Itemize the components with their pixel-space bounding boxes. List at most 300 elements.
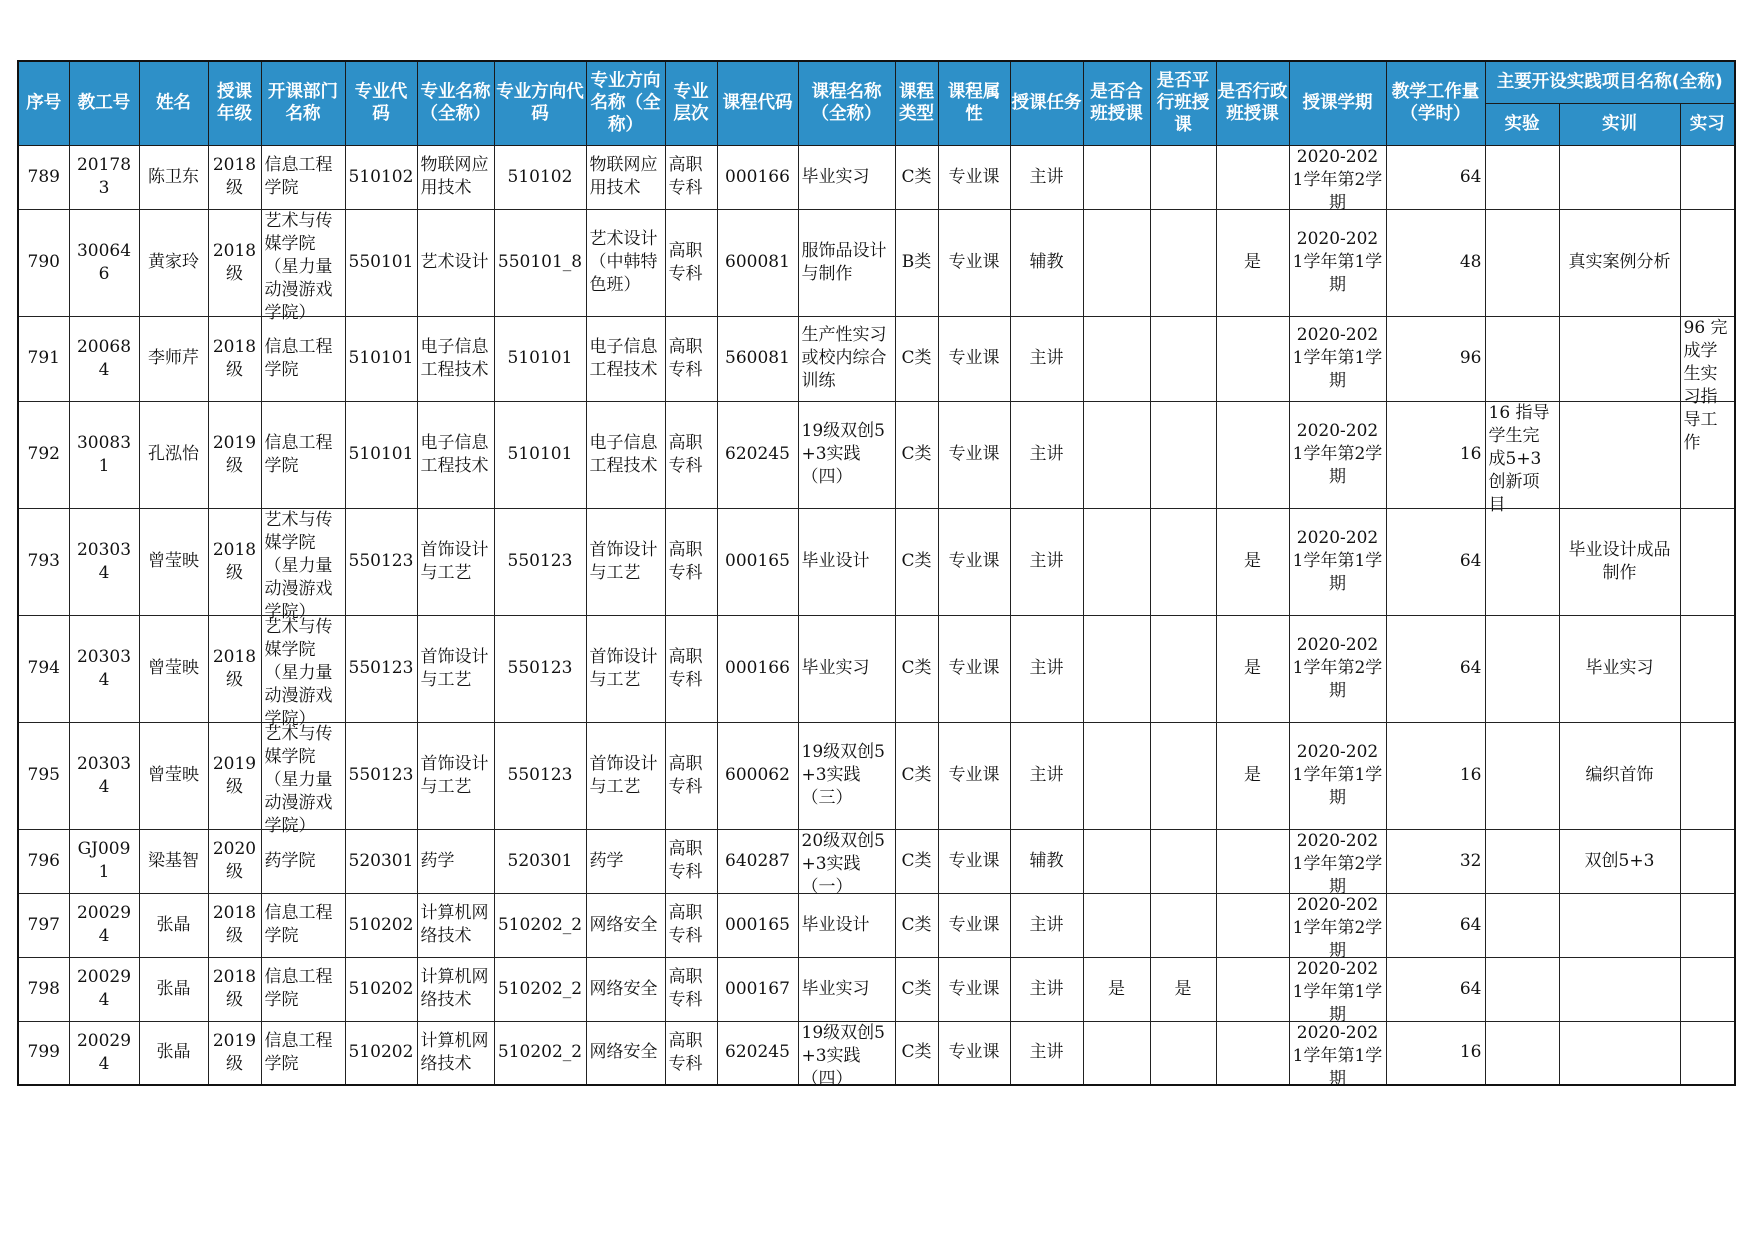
cell-course-code xyxy=(717,615,798,722)
cell-admin xyxy=(1216,145,1289,209)
cell-course-code xyxy=(717,145,798,209)
header-experiment: 实验 xyxy=(1485,103,1559,145)
cell-text: 794 xyxy=(27,658,60,678)
cell-training xyxy=(1559,209,1680,316)
cell-major-name xyxy=(417,209,494,316)
cell-major-code xyxy=(345,893,417,957)
cell-grade xyxy=(208,1021,261,1085)
cell-text: 专业课 xyxy=(948,166,1000,187)
cell-admin xyxy=(1216,1021,1289,1085)
cell-workload xyxy=(1386,893,1485,957)
table-row xyxy=(18,508,1735,615)
cell-course-attr xyxy=(938,893,1010,957)
cell-text: 高职专科 xyxy=(668,903,703,946)
cell-direction-name xyxy=(586,1021,665,1085)
cell-direction-name xyxy=(586,401,665,508)
cell-grade xyxy=(208,508,261,615)
header-seq: 序号 xyxy=(18,61,69,145)
cell-grade xyxy=(208,316,261,401)
cell-text: 主讲 xyxy=(1029,765,1064,785)
cell-text: 795 xyxy=(27,765,60,785)
cell-text: 是 xyxy=(1174,978,1192,999)
cell-direction-code xyxy=(494,209,586,316)
table-row xyxy=(18,1021,1735,1085)
header-course-attr: 课程属性 xyxy=(938,61,1010,145)
cell-text: 300646 xyxy=(76,240,132,284)
cell-staff-id xyxy=(69,145,139,209)
cell-level xyxy=(665,722,717,829)
cell-course-code xyxy=(717,893,798,957)
cell-text: 510101 xyxy=(507,444,573,464)
cell-course-code xyxy=(717,508,798,615)
cell-text: 600081 xyxy=(725,252,790,272)
cell-experiment xyxy=(1485,615,1559,722)
cell-course-code xyxy=(717,1021,798,1085)
cell-major-name xyxy=(417,1021,494,1085)
cell-text: 毕业设计 xyxy=(801,551,870,571)
cell-text: 张晶 xyxy=(156,978,191,999)
cell-internship xyxy=(1680,829,1735,893)
cell-course-name xyxy=(798,1021,895,1089)
cell-text: 2020-2021学年第1学期 xyxy=(1292,1022,1383,1089)
cell-text: 高职专科 xyxy=(668,753,703,797)
cell-text: 专业课 xyxy=(948,978,1000,999)
cell-text: 510202 xyxy=(348,1042,414,1063)
cell-parallel xyxy=(1150,957,1216,1021)
cell-text: 首饰设计与工艺 xyxy=(420,646,489,690)
cell-text: 2018级 xyxy=(212,336,257,380)
cell-text: C类 xyxy=(901,1042,932,1063)
cell-text: 编织首饰 xyxy=(1585,765,1654,785)
cell-text: 300831 xyxy=(76,432,132,476)
cell-text: 真实案例分析 xyxy=(1568,252,1671,272)
cell-workload xyxy=(1386,1021,1485,1085)
header-term: 授课学期 xyxy=(1289,61,1386,145)
cell-text: 是 xyxy=(1108,978,1125,999)
cell-term xyxy=(1289,829,1386,897)
cell-training xyxy=(1559,615,1680,722)
cell-text: 2018级 xyxy=(212,903,257,946)
cell-internship xyxy=(1680,722,1735,829)
cell-merged xyxy=(1083,829,1150,893)
cell-text: 艺术设计（中韩特色班） xyxy=(589,229,658,295)
cell-text: 640287 xyxy=(725,850,790,871)
cell-course-type xyxy=(895,145,938,209)
cell-term xyxy=(1289,316,1386,401)
header-workload: 教学工作量（学时） xyxy=(1386,61,1485,145)
cell-parallel xyxy=(1150,615,1216,722)
cell-text: C类 xyxy=(901,348,932,368)
cell-text: 梁基智 xyxy=(148,850,199,871)
cell-text: 550123 xyxy=(507,765,573,785)
cell-direction-code xyxy=(494,893,586,957)
cell-course-name xyxy=(798,401,895,508)
header-major-name: 专业名称（全称） xyxy=(417,61,494,145)
cell-name xyxy=(139,829,208,893)
cell-admin xyxy=(1216,829,1289,893)
header-staff-id: 教工号 xyxy=(69,61,139,145)
cell-major-name xyxy=(417,145,494,209)
cell-staff-id xyxy=(69,957,139,1021)
cell-merged xyxy=(1083,615,1150,722)
cell-course-name xyxy=(798,145,895,209)
cell-dept xyxy=(261,722,345,836)
cell-major-code xyxy=(345,401,417,508)
cell-text: 李师芹 xyxy=(148,348,199,368)
cell-text: 首饰设计与工艺 xyxy=(420,753,489,797)
cell-text: 艺术设计 xyxy=(420,252,489,272)
cell-text: 2020-2021学年第2学期 xyxy=(1292,635,1383,701)
cell-text: 790 xyxy=(27,252,60,272)
cell-text: 张晶 xyxy=(156,914,191,935)
cell-grade xyxy=(208,401,261,508)
cell-dept xyxy=(261,145,345,209)
cell-grade xyxy=(208,722,261,829)
cell-text: 专业课 xyxy=(948,252,1000,272)
cell-text: 药学 xyxy=(589,850,624,871)
cell-text: 2020-2021学年第1学期 xyxy=(1292,959,1383,1025)
cell-major-code xyxy=(345,209,417,316)
cell-workload xyxy=(1386,829,1485,893)
cell-staff-id xyxy=(69,316,139,401)
cell-grade xyxy=(208,145,261,209)
cell-text: 生产性实习或校内综合训练 xyxy=(801,325,887,391)
cell-seq xyxy=(18,1021,69,1085)
cell-text: 专业课 xyxy=(948,444,1000,464)
cell-workload xyxy=(1386,508,1485,615)
cell-text: 主讲 xyxy=(1029,658,1064,678)
cell-direction-code xyxy=(494,722,586,829)
cell-text: 主讲 xyxy=(1029,166,1064,187)
cell-text: 信息工程学院 xyxy=(264,1030,333,1074)
cell-text: GJ0091 xyxy=(77,839,131,882)
cell-level xyxy=(665,401,717,508)
cell-text: 16 xyxy=(1459,444,1482,464)
cell-text: 专业课 xyxy=(948,914,1000,935)
cell-task xyxy=(1010,145,1083,209)
cell-major-name xyxy=(417,508,494,615)
cell-course-type xyxy=(895,209,938,316)
cell-major-code xyxy=(345,316,417,401)
cell-training xyxy=(1559,401,1680,508)
cell-term xyxy=(1289,209,1386,316)
cell-workload xyxy=(1386,722,1485,829)
cell-task xyxy=(1010,829,1083,893)
cell-text: 000165 xyxy=(725,551,790,571)
cell-direction-name xyxy=(586,893,665,957)
cell-text: 2019级 xyxy=(212,1030,257,1074)
cell-text: 是 xyxy=(1244,765,1261,785)
cell-text: 550123 xyxy=(507,658,573,678)
cell-text: C类 xyxy=(901,551,932,571)
cell-name xyxy=(139,145,208,209)
cell-parallel xyxy=(1150,401,1216,508)
cell-text: 200294 xyxy=(76,903,132,946)
cell-experiment xyxy=(1485,401,1559,515)
cell-text: 620245 xyxy=(725,444,790,464)
cell-task xyxy=(1010,209,1083,316)
cell-dept xyxy=(261,893,345,957)
cell-text: 艺术与传媒学院（星力量动漫游戏学院） xyxy=(264,510,333,622)
cell-admin xyxy=(1216,722,1289,829)
cell-text: 200294 xyxy=(76,1030,132,1074)
cell-course-name xyxy=(798,316,895,401)
cell-text: 高职专科 xyxy=(668,1030,703,1074)
header-dept: 开课部门名称 xyxy=(261,61,345,145)
cell-staff-id xyxy=(69,829,139,893)
cell-level xyxy=(665,615,717,722)
cell-text: 专业课 xyxy=(948,551,1000,571)
cell-text: 主讲 xyxy=(1029,348,1064,368)
cell-level xyxy=(665,316,717,401)
cell-course-name xyxy=(798,893,895,957)
cell-text: 510101 xyxy=(348,348,414,368)
cell-text: 2019级 xyxy=(212,432,257,476)
cell-task xyxy=(1010,957,1083,1021)
cell-text: 550123 xyxy=(348,658,414,678)
cell-text: 专业课 xyxy=(948,348,1000,368)
cell-text: 64 xyxy=(1459,166,1482,187)
cell-term xyxy=(1289,508,1386,615)
cell-text: 孔泓怡 xyxy=(148,444,199,464)
cell-staff-id xyxy=(69,615,139,722)
cell-major-code xyxy=(345,829,417,893)
cell-direction-name xyxy=(586,722,665,829)
cell-course-code xyxy=(717,829,798,893)
cell-text: 510202 xyxy=(348,914,414,935)
cell-text: 16 xyxy=(1459,765,1482,785)
cell-text: 510202_2 xyxy=(497,978,583,999)
cell-text: 信息工程学院 xyxy=(264,432,333,476)
cell-grade xyxy=(208,829,261,893)
cell-parallel xyxy=(1150,829,1216,893)
cell-merged xyxy=(1083,401,1150,508)
cell-text: 信息工程学院 xyxy=(264,903,333,946)
cell-level xyxy=(665,893,717,957)
cell-merged xyxy=(1083,209,1150,316)
cell-task xyxy=(1010,316,1083,401)
cell-text: 64 xyxy=(1459,978,1482,999)
cell-text: 高职专科 xyxy=(668,155,703,198)
cell-text: 2020-2021学年第1学期 xyxy=(1292,229,1383,295)
cell-term xyxy=(1289,615,1386,722)
cell-dept xyxy=(261,401,345,508)
cell-direction-code xyxy=(494,615,586,722)
cell-experiment xyxy=(1485,145,1559,209)
cell-text: 曾莹映 xyxy=(148,765,199,785)
cell-text: 信息工程学院 xyxy=(264,336,333,380)
cell-admin xyxy=(1216,508,1289,615)
cell-course-type xyxy=(895,893,938,957)
cell-text: 高职专科 xyxy=(668,967,703,1010)
cell-text: 560081 xyxy=(725,348,790,368)
cell-text: 2019级 xyxy=(212,753,257,797)
cell-direction-name xyxy=(586,615,665,722)
cell-text: 510101 xyxy=(348,444,414,464)
cell-text: 药学 xyxy=(420,850,455,871)
cell-seq xyxy=(18,401,69,508)
cell-text: 48 xyxy=(1459,252,1482,272)
cell-text: 物联网应用技术 xyxy=(420,155,489,198)
cell-text: 2020-2021学年第2学期 xyxy=(1292,147,1383,213)
cell-text: 600062 xyxy=(725,765,790,785)
cell-text: 2018级 xyxy=(212,155,257,198)
cell-parallel xyxy=(1150,722,1216,829)
header-parallel: 是否平行班授课 xyxy=(1150,61,1216,145)
cell-staff-id xyxy=(69,1021,139,1085)
table-row xyxy=(18,722,1735,829)
cell-text: 200294 xyxy=(76,967,132,1010)
cell-text: 是 xyxy=(1244,252,1261,272)
cell-major-code xyxy=(345,145,417,209)
cell-text: 毕业实习 xyxy=(1585,658,1654,678)
table-row xyxy=(18,316,1735,401)
header-grade: 授课年级 xyxy=(208,61,261,145)
cell-course-code xyxy=(717,316,798,401)
cell-text: 19级双创5+3实践（四） xyxy=(801,1022,885,1089)
cell-internship xyxy=(1680,508,1735,615)
cell-course-attr xyxy=(938,829,1010,893)
cell-text: 793 xyxy=(27,551,60,571)
cell-text: 高职专科 xyxy=(668,432,703,476)
cell-text: C类 xyxy=(901,444,932,464)
cell-staff-id xyxy=(69,209,139,316)
cell-name xyxy=(139,957,208,1021)
cell-text: 2018级 xyxy=(212,967,257,1010)
cell-course-attr xyxy=(938,957,1010,1021)
cell-direction-name xyxy=(586,957,665,1021)
cell-text: 张晶 xyxy=(156,1042,191,1063)
cell-text: B类 xyxy=(901,252,932,272)
cell-name xyxy=(139,893,208,957)
header-practice: 主要开设实践项目名称(全称) xyxy=(1485,61,1735,103)
cell-course-attr xyxy=(938,508,1010,615)
cell-text: 32 xyxy=(1459,850,1482,871)
cell-admin xyxy=(1216,893,1289,957)
cell-text: 203034 xyxy=(76,646,132,690)
cell-internship xyxy=(1680,957,1735,1021)
cell-direction-name xyxy=(586,829,665,893)
cell-seq xyxy=(18,508,69,615)
cell-text: 2020级 xyxy=(212,839,257,882)
cell-workload xyxy=(1386,615,1485,722)
header-merged: 是否合班授课 xyxy=(1083,61,1150,145)
cell-parallel xyxy=(1150,145,1216,209)
cell-name xyxy=(139,401,208,508)
cell-direction-code xyxy=(494,829,586,893)
cell-experiment xyxy=(1485,1021,1559,1085)
cell-text: C类 xyxy=(901,166,932,187)
cell-workload xyxy=(1386,316,1485,401)
cell-text: 789 xyxy=(27,166,60,187)
cell-text: 网络安全 xyxy=(589,1042,658,1063)
cell-internship xyxy=(1680,615,1735,722)
cell-level xyxy=(665,508,717,615)
cell-seq xyxy=(18,722,69,829)
header-admin: 是否行政班授课 xyxy=(1216,61,1289,145)
cell-workload xyxy=(1386,145,1485,209)
cell-staff-id xyxy=(69,722,139,829)
cell-text: 主讲 xyxy=(1029,1042,1064,1063)
cell-direction-name xyxy=(586,145,665,209)
table-row xyxy=(18,615,1735,722)
cell-training xyxy=(1559,957,1680,1021)
cell-text: 陈卫东 xyxy=(148,166,199,187)
cell-text: 510102 xyxy=(348,166,414,187)
cell-major-name xyxy=(417,316,494,401)
cell-text: 计算机网络技术 xyxy=(420,1030,489,1074)
cell-text: 550101 xyxy=(348,252,414,272)
cell-text: 520301 xyxy=(507,850,573,871)
cell-internship xyxy=(1680,209,1735,316)
cell-direction-code xyxy=(494,508,586,615)
cell-merged xyxy=(1083,145,1150,209)
cell-text: 19级双创5+3实践（四） xyxy=(801,421,885,487)
cell-merged xyxy=(1083,316,1150,401)
cell-dept xyxy=(261,829,345,893)
cell-course-name xyxy=(798,209,895,316)
cell-text: C类 xyxy=(901,765,932,785)
header-course-name: 课程名称（全称） xyxy=(798,61,895,145)
cell-text: 64 xyxy=(1459,551,1482,571)
cell-text: 510202 xyxy=(348,978,414,999)
cell-text: 艺术与传媒学院（星力量动漫游戏学院） xyxy=(264,617,333,729)
cell-text: 620245 xyxy=(725,1042,790,1063)
cell-text: 000166 xyxy=(725,658,790,678)
cell-text: 201783 xyxy=(76,155,132,198)
cell-direction-code xyxy=(494,401,586,508)
table-row xyxy=(18,957,1735,1021)
cell-text: 高职专科 xyxy=(668,839,703,882)
cell-task xyxy=(1010,508,1083,615)
cell-text: 2020-2021学年第1学期 xyxy=(1292,325,1383,391)
cell-text: 电子信息工程技术 xyxy=(589,336,658,380)
cell-major-name xyxy=(417,722,494,829)
cell-dept xyxy=(261,957,345,1021)
cell-text: 510202_2 xyxy=(497,914,583,935)
header-name: 姓名 xyxy=(139,61,208,145)
cell-text: 双创5+3 xyxy=(1584,850,1655,871)
cell-dept xyxy=(261,615,345,729)
cell-course-code xyxy=(717,722,798,829)
cell-direction-name xyxy=(586,209,665,316)
cell-text: 专业课 xyxy=(948,765,1000,785)
cell-text: 19级双创5+3实践（三） xyxy=(801,742,885,808)
cell-text: 000166 xyxy=(725,166,790,187)
cell-name xyxy=(139,209,208,316)
cell-level xyxy=(665,829,717,893)
cell-text: 毕业实习 xyxy=(801,658,870,678)
cell-internship xyxy=(1680,145,1735,209)
cell-text: 主讲 xyxy=(1029,978,1064,999)
table-row xyxy=(18,829,1735,893)
cell-parallel xyxy=(1150,508,1216,615)
cell-major-code xyxy=(345,615,417,722)
cell-text: 黄家玲 xyxy=(148,252,199,272)
cell-text: 曾莹映 xyxy=(148,658,199,678)
header-internship: 实习 xyxy=(1680,103,1735,145)
cell-experiment xyxy=(1485,316,1559,401)
cell-term xyxy=(1289,722,1386,829)
cell-parallel xyxy=(1150,209,1216,316)
cell-text: 首饰设计与工艺 xyxy=(589,646,658,690)
cell-training xyxy=(1559,1021,1680,1085)
cell-name xyxy=(139,1021,208,1085)
cell-training xyxy=(1559,829,1680,893)
cell-text: 550123 xyxy=(507,551,573,571)
cell-text: 辅教 xyxy=(1029,850,1064,871)
cell-text: 物联网应用技术 xyxy=(589,155,658,198)
